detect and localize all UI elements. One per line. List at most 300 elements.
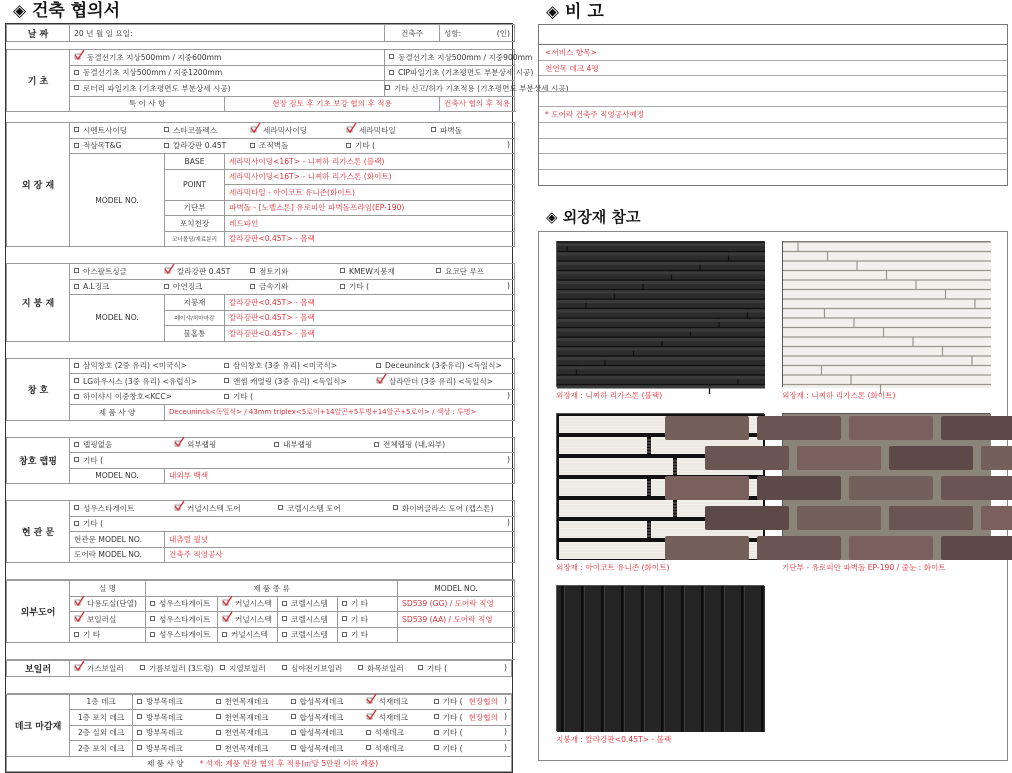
checkbox-icon[interactable] — [74, 632, 79, 637]
option-label: 금속기와 — [259, 282, 289, 292]
option[interactable] — [250, 125, 346, 136]
spacer — [7, 676, 512, 693]
option[interactable] — [74, 140, 164, 151]
option[interactable] — [346, 125, 431, 136]
checkbox-icon[interactable] — [366, 745, 371, 750]
option[interactable] — [216, 727, 269, 738]
reference-box — [538, 231, 1008, 761]
checkmark-icon[interactable] — [376, 377, 386, 385]
option-label: 방부목데크 — [146, 697, 183, 707]
checkbox-icon[interactable] — [346, 143, 351, 148]
option-label: 천연목재데크 — [224, 728, 269, 738]
option[interactable] — [346, 140, 431, 151]
model-part: BASE — [165, 154, 225, 170]
deck-label: 데크 마감재 — [7, 694, 70, 756]
exterior-door-model[interactable] — [398, 627, 515, 643]
agreement-form-panel — [5, 0, 569, 773]
checkmark-icon[interactable] — [222, 599, 232, 607]
checkbox-icon[interactable] — [342, 632, 347, 637]
spacer — [7, 484, 515, 501]
option[interactable] — [389, 67, 533, 78]
owner-label: 건축주 — [385, 25, 440, 42]
option[interactable] — [74, 83, 231, 94]
windows-label: 창 호 — [7, 358, 70, 420]
option[interactable] — [366, 712, 408, 723]
option-label: 기타 ( — [427, 663, 448, 673]
checkmark-icon[interactable] — [74, 615, 84, 623]
option[interactable] — [74, 518, 103, 529]
option-label: 지열보일러 — [229, 663, 266, 673]
page-title: ◈ 건축 협의서 — [13, 1, 121, 21]
option[interactable] — [342, 614, 368, 625]
checkbox-icon[interactable] — [282, 665, 287, 670]
checkbox-icon[interactable] — [74, 394, 79, 399]
option-label: 로터리 파일기초 (기초평면도 부분상세 시공) — [83, 83, 231, 93]
checkbox-icon[interactable] — [137, 730, 142, 735]
option-label: 앤썸 캐멀링 (3중 유리) <독일식> — [233, 376, 347, 386]
checkmark-icon[interactable] — [74, 53, 84, 61]
option[interactable] — [366, 696, 408, 707]
deck-name: 1층 포치 데크 — [70, 710, 133, 726]
model-value[interactable]: 세라믹타일 - 아이코트 유니존(화이트) — [225, 185, 515, 201]
exterior-door-label: 외부도어 — [7, 581, 70, 643]
option[interactable] — [366, 727, 404, 738]
option-label: 화목보일러 — [367, 663, 404, 673]
option-label: KMEW지붕재 — [349, 266, 395, 276]
option-label: 기 타 — [83, 630, 101, 640]
reference-title: ◈ 외장재 참고 — [546, 208, 641, 227]
option-label: 석재데크 — [378, 697, 408, 707]
option[interactable] — [282, 598, 328, 609]
option-label: 기타 ( — [233, 392, 254, 402]
option[interactable] — [74, 455, 103, 466]
option-label: 성우스타게이트 — [159, 599, 211, 609]
checkbox-icon[interactable] — [224, 378, 229, 383]
lock-model-value[interactable]: 건축주 직영공사 — [165, 547, 515, 563]
option-label: 외부랩핑 — [187, 440, 217, 450]
checkbox-icon[interactable] — [74, 442, 79, 447]
deck-row — [7, 710, 512, 726]
exterior-door-table — [6, 580, 515, 660]
option[interactable] — [137, 727, 183, 738]
remarks-panel — [538, 0, 1008, 761]
option-label: 기타 ( — [83, 519, 104, 529]
checkbox-icon[interactable] — [358, 665, 363, 670]
windows-spec-label: 제 품 사 양 — [70, 405, 165, 421]
swatch-white-siding — [782, 241, 990, 387]
option[interactable] — [224, 360, 376, 371]
option-label: 합성목재데크 — [299, 728, 344, 738]
option-label: 살라만더 (3중 유리) <독일식> — [389, 376, 494, 386]
checkbox-icon[interactable] — [74, 127, 79, 132]
product-header: 제 품 종 류 — [146, 581, 398, 597]
checkmark-icon[interactable] — [250, 126, 260, 134]
checkbox-icon[interactable] — [216, 730, 221, 735]
model-part: 물홈통 — [165, 326, 225, 342]
exterior-door-model[interactable]: SD539 (AA) / 도어락 직영 — [398, 612, 515, 628]
date-field[interactable]: 20 년 월 일 요일: — [70, 25, 385, 42]
name-label: 성함: — [444, 28, 462, 38]
remarks-box — [538, 24, 1008, 186]
option[interactable] — [74, 503, 174, 514]
model-value[interactable]: 칼라강판<0.45T> - 블랙 — [225, 295, 515, 311]
option-label: 코렐시스템 — [291, 614, 328, 624]
option[interactable] — [434, 743, 463, 754]
option[interactable] — [174, 439, 274, 450]
option-label: 적삼목T&G — [83, 141, 122, 151]
checkbox-icon[interactable] — [278, 505, 283, 510]
option[interactable] — [282, 629, 328, 640]
option[interactable] — [137, 712, 183, 723]
checkbox-icon[interactable] — [74, 378, 79, 383]
remarks-title: ◈ 비 고 — [546, 2, 604, 22]
form-table — [6, 24, 569, 580]
checkbox-icon[interactable] — [250, 143, 255, 148]
deck-spec-value[interactable]: * 석재: 제품 현장 협의 후 적용(㎡당 5만원 이하 제품) — [199, 759, 379, 769]
checkbox-icon[interactable] — [74, 284, 79, 289]
checkbox-icon[interactable] — [74, 521, 79, 526]
option[interactable] — [74, 629, 100, 640]
option[interactable] — [164, 140, 250, 151]
option[interactable] — [250, 281, 340, 292]
model-part: 지붕재 — [165, 295, 225, 311]
exterior-label: 외 장 재 — [7, 123, 70, 247]
paren-close: ) — [507, 140, 511, 150]
checkbox-icon[interactable] — [340, 284, 345, 289]
paren-close: ) — [504, 711, 507, 721]
room-header: 실 명 — [70, 581, 146, 597]
checkbox-icon[interactable] — [374, 442, 379, 447]
option[interactable] — [291, 696, 344, 707]
paren-close: ) — [507, 281, 511, 291]
entrance-label: 현 관 문 — [7, 501, 70, 563]
paren-close: ) — [504, 696, 507, 706]
option-label: 천연목재데크 — [224, 697, 269, 707]
checkbox-icon[interactable] — [74, 70, 79, 75]
checkbox-icon[interactable] — [434, 714, 439, 719]
remark-line[interactable]: 천연목 데크 4평 — [539, 61, 1007, 77]
checkbox-icon[interactable] — [434, 745, 439, 750]
seal-label: (인) — [496, 28, 511, 38]
option[interactable] — [224, 391, 376, 402]
checkbox-icon[interactable] — [216, 699, 221, 704]
checkbox-icon[interactable] — [222, 632, 227, 637]
option-label: 방부목데크 — [146, 712, 183, 722]
option[interactable] — [282, 614, 328, 625]
option-label: 점토기와 — [259, 266, 289, 276]
swatch-caption: 외장재 : 아이코트 유니존 (화이트) — [556, 563, 670, 573]
checkbox-icon[interactable] — [74, 505, 79, 510]
model-value[interactable]: 레드파인 — [225, 216, 515, 232]
swatch-brick — [782, 413, 990, 559]
option[interactable] — [150, 629, 210, 640]
owner-name-field[interactable] — [440, 25, 515, 42]
option-label: 기타 ( — [442, 728, 463, 738]
option-label: 코렐시스템 — [291, 599, 328, 609]
option[interactable] — [250, 140, 346, 151]
option-label: 파벽돌 — [440, 125, 463, 135]
remark-line[interactable] — [539, 123, 1007, 139]
checkbox-icon[interactable] — [385, 85, 390, 90]
checkbox-icon[interactable] — [282, 601, 287, 606]
checkbox-icon[interactable] — [164, 284, 169, 289]
option-label: 석재데크 — [374, 743, 404, 753]
checkmark-icon[interactable] — [366, 697, 376, 705]
option[interactable] — [140, 663, 220, 674]
option[interactable] — [216, 696, 269, 707]
exterior-door-row — [7, 612, 515, 628]
option[interactable] — [224, 376, 376, 387]
checkbox-icon[interactable] — [74, 143, 79, 148]
model-value[interactable]: 칼라강판<0.45T> - 블랙 — [225, 326, 515, 342]
checkbox-icon[interactable] — [137, 745, 142, 750]
option[interactable] — [222, 598, 272, 609]
option[interactable] — [216, 743, 269, 754]
option[interactable] — [137, 743, 183, 754]
swatch-dark-siding — [556, 241, 764, 387]
option-label: 칼라강판 0.45T — [177, 266, 231, 276]
model-part: 코너몰딩/재료분리 — [165, 231, 225, 247]
checkbox-icon[interactable] — [140, 665, 145, 670]
option-label: 칼라강판 0.45T — [173, 141, 227, 151]
option-label: Deceuninck (3중유리) <독일식> — [385, 361, 502, 371]
checkbox-icon[interactable] — [216, 714, 221, 719]
option-label: 성우스타게이트 — [159, 614, 211, 624]
option[interactable] — [434, 712, 463, 723]
deck-name: 1층 데크 — [70, 694, 133, 710]
option-label: 랩핑없음 — [83, 440, 113, 450]
checkbox-icon[interactable] — [291, 730, 296, 735]
checkbox-icon[interactable] — [282, 632, 287, 637]
option[interactable] — [418, 663, 458, 674]
checkmark-icon[interactable] — [346, 126, 356, 134]
option-label: 아스팔트싱글 — [83, 266, 128, 276]
checkbox-icon[interactable] — [150, 632, 155, 637]
checkbox-icon[interactable] — [150, 601, 155, 606]
deck-other-value[interactable]: 현장협의 — [468, 712, 498, 722]
swatch-metal-roof — [556, 585, 764, 731]
option-label: 동결선기초 지상500mm / 지중900mm — [398, 52, 533, 62]
checkbox-icon[interactable] — [342, 616, 347, 621]
checkbox-icon[interactable] — [150, 616, 155, 621]
special-note-1: 현장 검토 후 기초 보강 협의 후 적용 — [225, 96, 440, 112]
paren-close: ) — [504, 742, 507, 752]
checkmark-icon[interactable] — [174, 440, 184, 448]
exterior-model-label: MODEL NO. — [70, 154, 165, 247]
option[interactable] — [376, 360, 506, 371]
option[interactable] — [436, 266, 506, 277]
checkmark-icon[interactable] — [174, 504, 184, 512]
option-label: 기름보일러 (3드럼) — [149, 663, 214, 673]
model-value[interactable]: 칼라강판<0.45T> - 블랙 — [225, 231, 515, 247]
option[interactable] — [340, 281, 436, 292]
checkbox-icon[interactable] — [393, 505, 398, 510]
deck-row — [7, 741, 512, 757]
option-label: 기 타 — [351, 614, 369, 624]
option[interactable] — [74, 360, 224, 371]
option[interactable] — [74, 391, 224, 402]
option[interactable] — [291, 743, 344, 754]
checkmark-icon[interactable] — [164, 267, 174, 275]
checkbox-icon[interactable] — [74, 363, 79, 368]
option-label: 조적벽돌 — [259, 141, 289, 151]
option[interactable] — [74, 614, 116, 625]
option-label: 방부목데크 — [146, 728, 183, 738]
option[interactable] — [74, 67, 222, 78]
checkbox-icon[interactable] — [164, 127, 169, 132]
option[interactable] — [164, 281, 250, 292]
option[interactable] — [74, 281, 164, 292]
remark-line[interactable]: * 도어락 건축주 직영공사예정 — [539, 107, 1007, 123]
checkbox-icon[interactable] — [291, 699, 296, 704]
option-label: LG하우시스 (3중 유리) <유럽식> — [83, 376, 198, 386]
option[interactable] — [393, 503, 523, 514]
option-label: 보일러실 — [87, 614, 117, 624]
option[interactable] — [376, 376, 506, 387]
remark-line[interactable]: <서비스 항목> — [539, 45, 1007, 61]
option-label: 기타 ( — [442, 712, 463, 722]
option[interactable] — [137, 696, 183, 707]
option[interactable] — [431, 125, 491, 136]
option-label: 전체랩핑 (내,외부) — [383, 440, 446, 450]
option[interactable] — [366, 743, 404, 754]
door-model-label: 현관문 MODEL NO. — [70, 532, 165, 548]
exterior-door-model[interactable]: SD539 (GG) / 도어락 직영 — [398, 596, 515, 612]
option-label: 세라믹타일 — [359, 125, 396, 135]
deck-row — [7, 694, 512, 710]
option[interactable] — [74, 663, 140, 674]
remark-line[interactable] — [539, 139, 1007, 155]
door-model-value[interactable]: 내츄럴 월넛 — [165, 532, 515, 548]
option[interactable] — [342, 598, 368, 609]
checkbox-icon[interactable] — [274, 442, 279, 447]
checkbox-icon[interactable] — [291, 745, 296, 750]
option-label: 성우스타게이트 — [159, 630, 211, 640]
option[interactable] — [222, 614, 272, 625]
option[interactable] — [164, 266, 250, 277]
option[interactable] — [74, 125, 164, 136]
option[interactable] — [222, 629, 268, 640]
window-wrap-label: 창호 랩핑 — [7, 437, 70, 484]
option-label: 기타 ( — [83, 455, 104, 465]
model-part: POINT — [165, 169, 225, 200]
option[interactable] — [74, 439, 174, 450]
option[interactable] — [150, 598, 210, 609]
model-value[interactable]: 세라믹사이딩<16T> - 니찌하 리가스톤 (블랙) — [225, 154, 515, 170]
deck-table — [6, 694, 512, 773]
special-notes-label: 특 이 사 항 — [70, 96, 225, 112]
foundation-label: 기 초 — [7, 50, 70, 112]
remark-line[interactable] — [539, 154, 1007, 170]
checkbox-icon[interactable] — [282, 616, 287, 621]
checkbox-icon[interactable] — [220, 665, 225, 670]
option[interactable] — [220, 663, 282, 674]
checkbox-icon[interactable] — [366, 730, 371, 735]
checkbox-icon[interactable] — [74, 85, 79, 90]
option[interactable] — [374, 439, 504, 450]
remark-line[interactable] — [539, 92, 1007, 108]
option[interactable] — [278, 503, 393, 514]
option[interactable] — [291, 727, 344, 738]
checkbox-icon[interactable] — [291, 714, 296, 719]
option-label: 코렐시스템 도어 — [287, 503, 341, 513]
checkbox-icon[interactable] — [74, 457, 79, 462]
remark-line[interactable] — [539, 170, 1007, 186]
checkmark-icon[interactable] — [74, 599, 84, 607]
checkmark-icon[interactable] — [222, 615, 232, 623]
window-wrap-model-value[interactable]: 내외부 백색 — [165, 468, 515, 484]
checkbox-icon[interactable] — [376, 363, 381, 368]
option[interactable] — [340, 266, 436, 277]
checkbox-icon[interactable] — [389, 70, 394, 75]
checkbox-icon[interactable] — [250, 284, 255, 289]
option-label: 스타코플렉스 — [173, 125, 218, 135]
option[interactable] — [389, 52, 532, 63]
option[interactable] — [174, 503, 278, 514]
option[interactable] — [342, 629, 368, 640]
checkbox-icon[interactable] — [431, 127, 436, 132]
checkbox-icon[interactable] — [164, 143, 169, 148]
option[interactable] — [291, 712, 344, 723]
checkbox-icon[interactable] — [436, 268, 441, 273]
checkbox-icon[interactable] — [434, 730, 439, 735]
option-label: 석재데크 — [378, 712, 408, 722]
checkmark-icon[interactable] — [74, 664, 84, 672]
checkbox-icon[interactable] — [342, 601, 347, 606]
model-value[interactable]: 세라믹사이딩<16T> - 니찌하 리가스톤 (화이트) — [225, 169, 515, 185]
option[interactable] — [150, 614, 210, 625]
remark-line[interactable] — [539, 76, 1007, 92]
checkbox-icon[interactable] — [137, 714, 142, 719]
checkbox-icon[interactable] — [224, 363, 229, 368]
option[interactable] — [434, 696, 463, 707]
option[interactable] — [74, 266, 164, 277]
checkbox-icon[interactable] — [434, 699, 439, 704]
checkbox-icon[interactable] — [224, 394, 229, 399]
boiler-table — [6, 660, 512, 694]
option[interactable] — [164, 125, 250, 136]
checkbox-icon[interactable] — [389, 54, 394, 59]
deck-other-value[interactable]: 현장협의 — [468, 697, 498, 707]
option-label: 커널시스텍 — [235, 599, 272, 609]
option[interactable] — [274, 439, 374, 450]
option-label: 삼익창호 (3중 유리) <미국식> — [233, 361, 338, 371]
checkmark-icon[interactable] — [366, 713, 376, 721]
remark-line[interactable] — [539, 25, 1007, 45]
checkbox-icon[interactable] — [216, 745, 221, 750]
option-label: 기타 ( — [349, 282, 370, 292]
model-value[interactable]: 칼라강판<0.45T> - 블랙 — [225, 310, 515, 326]
option[interactable] — [216, 712, 269, 723]
option[interactable] — [434, 727, 463, 738]
option-label: 심야전기보일러 — [291, 663, 343, 673]
option[interactable] — [74, 52, 221, 63]
option[interactable] — [74, 598, 137, 609]
checkbox-icon[interactable] — [250, 268, 255, 273]
checkbox-icon[interactable] — [137, 699, 142, 704]
checkbox-icon[interactable] — [340, 268, 345, 273]
option[interactable] — [282, 663, 358, 674]
option[interactable] — [358, 663, 418, 674]
checkbox-icon[interactable] — [418, 665, 423, 670]
model-value[interactable]: 파벽돌 - [노벨스톤] 유로피안 파벽돌프라임(EP-190) — [225, 200, 515, 216]
checkbox-icon[interactable] — [74, 268, 79, 273]
special-note-2: 건축사 협의 후 적용 — [440, 96, 515, 112]
option[interactable] — [250, 266, 340, 277]
option[interactable] — [74, 376, 224, 387]
windows-spec-value[interactable]: Deceuninck<독일식> / 43mm triplex<5로이+14알곤+5투명+14알곤+5로이> / 색상 : 투명> — [165, 405, 515, 421]
option-label: 커널시스텍 — [235, 614, 272, 624]
